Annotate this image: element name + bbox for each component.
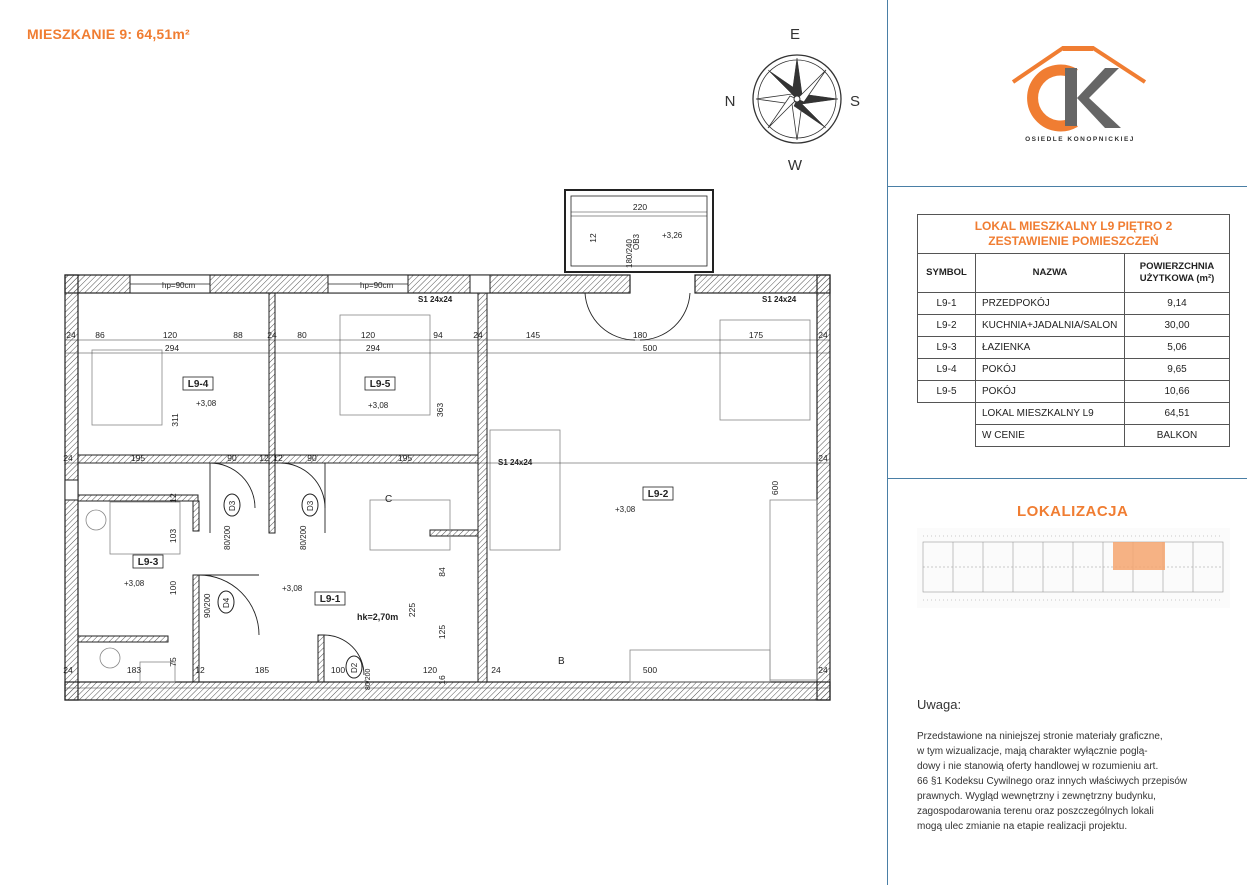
window-1-label: hp=90cm [162,281,196,290]
extra-area: BALKON [1125,425,1230,447]
note-body [917,729,1235,834]
rooms-table [917,214,1230,447]
door-d2-name: D2 [350,662,359,673]
level-balcony: +3,26 [662,231,683,240]
door-d2-size: 80/200 [365,668,372,690]
dim: 100 [168,580,178,596]
dim: 220 [632,202,648,212]
balcony-door-label: OB3 [632,233,641,250]
shaft-1-label: S1 24x24 [418,295,453,304]
dim: 311 [170,413,180,427]
table-subtitle: ZESTAWIENIE POMIESZCZEŃ [988,234,1159,248]
header-area-line2: UŻYTKOWA (m²) [1139,273,1215,284]
dim: 500 [642,665,658,675]
dim: 100 [330,665,346,675]
note-heading: Uwaga: [917,697,962,712]
compass-label-left: N [724,93,736,110]
note-line: w tym wizualizacje, mają charakter wyłącznie poglą- [917,746,1148,757]
dim: 24 [63,453,73,463]
room-labels [130,377,673,605]
compass-label-bottom: W [787,157,803,172]
extra-name: W CENIE [976,425,1125,447]
dim: 500 [642,343,658,353]
dims-second [165,343,657,353]
row-area: 9,14 [1125,293,1230,315]
row-name: PRZEDPOKÓJ [976,293,1125,315]
dim: 294 [164,343,180,353]
divider-top [887,186,1247,187]
level-l93: +3,08 [124,579,145,588]
header-area-line1: POWIERZCHNIA [1139,261,1215,272]
door-d3a-name: D3 [228,500,237,511]
note-line: prawnych. Wygląd wewnętrzny i zewnętrzny budynku, [917,791,1156,802]
dim: 12 [259,453,269,463]
divider-middle [887,478,1247,479]
dim: 120 [162,330,178,340]
room-l92-label: L9-2 [647,489,669,500]
dim: 24 [818,330,828,340]
section-marker-c: C [385,494,393,505]
shaft-3-label: S1 24x24 [498,458,533,467]
row-symbol: L9-3 [918,337,976,359]
room-l94-label: L9-4 [187,379,209,390]
row-name: POKÓJ [976,359,1125,381]
dim: 195 [130,453,146,463]
dim: 24 [818,453,828,463]
compass-label-right: S [849,93,861,110]
balcony-door-size: 180/240 [625,239,634,268]
dim: 24 [267,330,277,340]
room-l93-label: L9-3 [137,557,159,568]
door-d4-size: 90/200 [203,593,212,618]
door-d3a-size: 80/200 [223,525,232,550]
level-l94: +3,08 [196,399,217,408]
dim: 90 [307,453,317,463]
note-line: dowy i nie stanowią oferty handlowej w rozumieniu art. [917,761,1159,772]
row-symbol: L9-1 [918,293,976,315]
dim: 185 [254,665,270,675]
windows [65,275,490,500]
compass-rose [720,22,870,172]
dim: 103 [168,528,178,544]
header-area [1125,254,1230,293]
logo [1005,40,1155,150]
dim: 145 [525,330,541,340]
row-symbol: L9-4 [918,359,976,381]
logo-caption: OSIEDLE KONOPNICKIEJ [1025,136,1135,143]
dim: 12 [195,665,205,675]
dim: 175 [748,330,764,340]
dim: 12 [273,453,283,463]
dim: 120 [422,665,438,675]
row-symbol: L9-5 [918,381,976,403]
section-marker-b: B [558,656,565,667]
compass-label-top: E [789,26,801,43]
door-d3b-name: D3 [306,500,315,511]
dim: 125 [437,624,447,640]
total-name: LOKAL MIESZKALNY L9 [976,403,1125,425]
dim: 80 [297,330,307,340]
dim: 24 [63,665,73,675]
dim: 183 [126,665,142,675]
note-line: zagospodarowania terenu oraz poszczególnych lokali [917,806,1154,817]
level-l91: +3,08 [282,584,303,593]
dim: 12 [588,233,598,243]
dim: 75 [168,657,178,667]
dim: 24 [818,665,828,675]
dim: 84 [437,567,447,577]
dim: 24 [66,330,76,340]
dim: 24 [491,665,501,675]
location-map [917,528,1230,608]
dim: 120 [360,330,376,340]
outer-walls [65,275,830,700]
table-row [918,381,1230,403]
dim: 90 [227,453,237,463]
note-line: mogą ulec zmianie na etapie realizacji projektu. [917,821,1128,832]
note-line: Przedstawione na niniejszej stronie materiały graficzne, [917,731,1163,742]
note-line: 66 §1 Kodeksu Cywilnego oraz innych właściwych przepisów [917,776,1188,787]
door-d3b-size: 80/200 [299,525,308,550]
header-symbol: SYMBOL [918,254,976,293]
row-area: 9,65 [1125,359,1230,381]
apartment-title: MIESZKANIE 9: 64,51m² [27,26,190,42]
dim: 180 [632,330,648,340]
dim: 294 [365,343,381,353]
row-name: KUCHNIA+JADALNIA/SALON [976,315,1125,337]
row-name: POKÓJ [976,381,1125,403]
dim: 195 [397,453,413,463]
table-row [918,315,1230,337]
header-name: NAZWA [976,254,1125,293]
row-symbol: L9-2 [918,315,976,337]
dims-top [66,330,828,340]
dim: 16 [437,675,447,685]
table-row [918,293,1230,315]
shaft-2-label: S1 24x24 [762,295,797,304]
dim: 225 [407,602,417,618]
table-extra-row [918,425,1230,447]
row-area: 30,00 [1125,315,1230,337]
door-d4-name: D4 [222,597,231,608]
floor-plan [50,180,840,710]
dim: 12 [168,493,178,503]
level-l95: +3,08 [368,401,389,410]
room-l95-label: L9-5 [369,379,391,390]
row-area: 10,66 [1125,381,1230,403]
ceiling-height: hk=2,70m [357,612,399,622]
table-total-row [918,403,1230,425]
total-area: 64,51 [1125,403,1230,425]
dim: 86 [95,330,105,340]
dim: 363 [435,402,445,418]
dim: 94 [433,330,443,340]
table-title: LOKAL MIESZKALNY L9 PIĘTRO 2 [974,219,1173,233]
interior-walls [78,293,487,682]
table-row [918,337,1230,359]
dim: 600 [770,480,780,496]
dim: 88 [233,330,243,340]
table-caption [918,215,1230,254]
row-area: 5,06 [1125,337,1230,359]
dim: 24 [473,330,483,340]
table-row [918,359,1230,381]
row-name: ŁAZIENKA [976,337,1125,359]
level-l92: +3,08 [615,505,636,514]
room-l91-label: L9-1 [319,594,341,605]
window-2-label: hp=90cm [360,281,394,290]
location-title: LOKALIZACJA [1017,503,1129,520]
